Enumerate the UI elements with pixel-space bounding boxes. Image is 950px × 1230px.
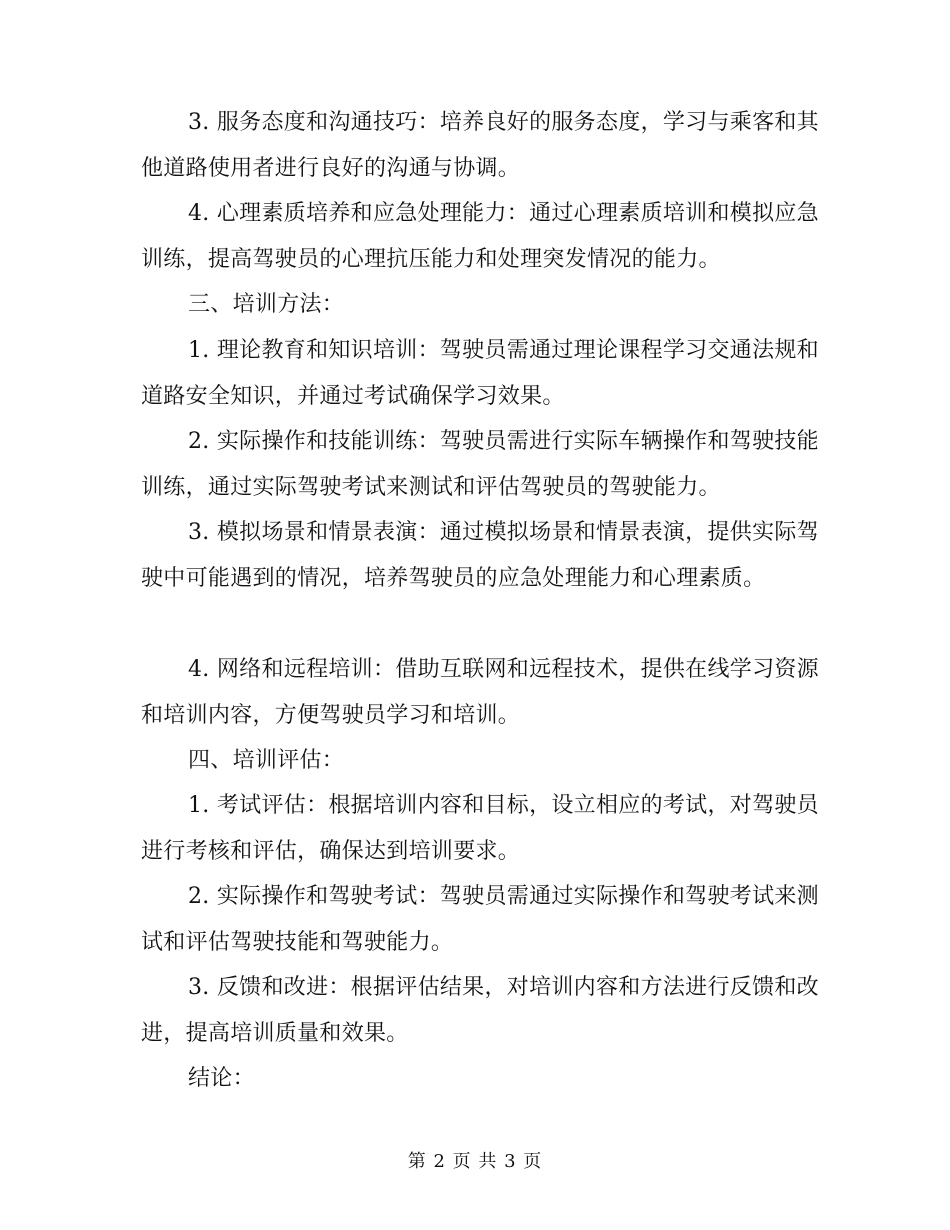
paragraph-simulation-scenarios: 3. 模拟场景和情景表演：通过模拟场景和情景表演，提供实际驾驶中可能遇到的情况，培养驾驶员的应急处理能力和心理素质。 — [141, 520, 819, 591]
paragraph-theory-education: 1. 理论教育和知识培训：驾驶员需通过理论课程学习交通法规和道路安全知识，并通过考试确保学习效果。 — [141, 338, 819, 409]
section-heading-training-evaluation: 四、培训评估： — [188, 748, 345, 773]
paragraph-practical-operation: 2. 实际操作和技能训练：驾驶员需进行实际车辆操作和驾驶技能训练，通过实际驾驶考试来测试和评估驾驶员的驾驶能力。 — [141, 429, 819, 500]
paragraph-service-attitude: 3. 服务态度和沟通技巧：培养良好的服务态度，学习与乘客和其他道路使用者进行良好的沟通与协调。 — [141, 110, 819, 181]
section-heading-conclusion: 结论： — [188, 1066, 255, 1091]
page-number-footer: 第 2 页 共 3 页 — [407, 1151, 543, 1172]
paragraph-online-training: 4. 网络和远程培训：借助互联网和远程技术，提供在线学习资源和培训内容，方便驾驶员学习和培训。 — [141, 657, 819, 728]
paragraph-exam-evaluation: 1. 考试评估：根据培训内容和目标，设立相应的考试，对驾驶员进行考核和评估，确保达到培训要求。 — [141, 793, 819, 864]
paragraph-feedback-improvement: 3. 反馈和改进：根据评估结果，对培训内容和方法进行反馈和改进，提高培训质量和效果。 — [141, 975, 819, 1046]
section-heading-training-methods: 三、培训方法： — [188, 292, 345, 317]
paragraph-psychological-quality: 4. 心理素质培养和应急处理能力：通过心理素质培训和模拟应急训练，提高驾驶员的心理抗压能力和处理突发情况的能力。 — [141, 201, 819, 272]
paragraph-driving-exam: 2. 实际操作和驾驶考试：驾驶员需通过实际操作和驾驶考试来测试和评估驾驶技能和驾驶能力。 — [141, 884, 819, 955]
